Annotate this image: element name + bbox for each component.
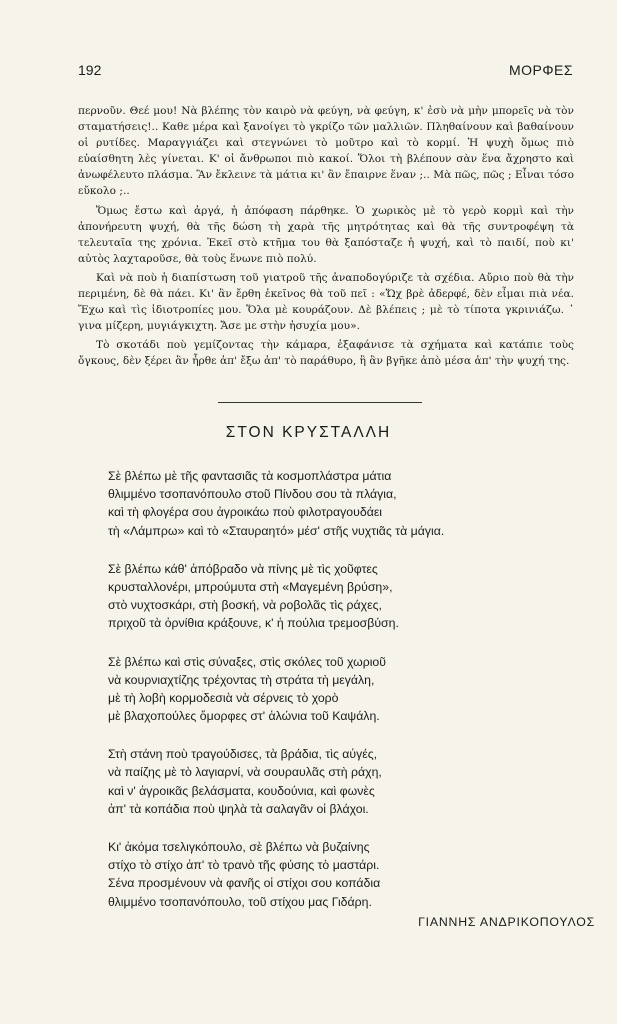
poem-line: νὰ παίζης μὲ τὸ λαγιαρνί, νὰ σουραυλᾶς στὴ ράχη,	[108, 765, 382, 780]
poem-line: Σὲ βλέπω καὶ στὶς σύναξες, στὶς σκόλες τοῦ χωριοῦ	[108, 654, 386, 669]
poem-line: τὴ «Λάμπρω» καὶ τὸ «Σταυραητό» μέσ' στῆς νυχτιᾶς τὰ μάγια.	[108, 523, 445, 538]
poem-line: κρυσταλλονέρι, μπρούμυτα στὴ «Μαγεμένη βρύση»,	[108, 579, 393, 594]
poem-stanza	[108, 745, 598, 818]
page-number: 192	[78, 62, 102, 78]
poem-line: Σὲ βλέπω μὲ τῆς φαντασιᾶς τὰ κοσμοπλάστρα μάτια	[108, 469, 392, 483]
prose-section	[78, 103, 574, 370]
poem-line: Κι' ἀκόμα τσελιγκόπουλο, σὲ βλέπω νὰ βυζαίνης	[108, 840, 370, 854]
prose-paragraph: Καὶ νὰ ποὺ ἡ διαπίστωση τοῦ γιατροῦ τῆς ἀναποδογύριζε τὰ σχέδια. Αὔριο ποὺ θὰ τὴν περιμένη, δὲ θὰ πάει. Κι' ἂν ἔρθη ἐκεῖνος θὰ τοῦ πεῖ : «Ὤχ βρὲ ἀδερφέ, δὲν εἶμαι πιὰ νέα. Ἔχω καὶ τὶς ἰδιοτροπίες μου. Ὅλα μὲ κουράζουν. Δὲ βλέπεις ; μὲ τὸ τίποτα γκρινιάζω. ᾿ γινα μίζερη, μυγιάγκιχτη. Ἄσε με στὴν ἡσυχία μου».	[78, 271, 574, 333]
poem-author: ΓΙΑΝΝΗΣ ΑΝΔΡΙΚΟΠΟΥΛΟΣ	[418, 915, 595, 929]
poem-body	[108, 467, 598, 931]
poem-line: μὲ τὴ λοβὴ κορμοδεσιὰ νὰ σέρνεις τὸ χορὸ	[108, 690, 339, 705]
page-header	[78, 62, 573, 82]
poem-stanza	[108, 467, 598, 540]
poem-line: καὶ ν' ἀγροικᾶς βελάσματα, κουδούνια, καὶ φωνὲς	[108, 783, 375, 798]
prose-paragraph: Ὅμως ἔστω καὶ ἀργά, ἡ ἀπόφαση πάρθηκε. Ὁ χωρικὸς μὲ τὸ γερὸ κορμὶ καὶ τὴν ἀπονήρευτη ψυχή, θὰ τῆς δώση τὴ χαρὰ τῆς μητρότητας καὶ θὰ τῆς συντροφέψη τὰ τελευταῖα της χρόνια. Ἐκεῖ στὸ κτῆμα του θὰ ξαπόσταζε ἡ ψυχή, καὶ τὸ παιδί, ποὺ κι' αὐτὸς λαχταροῦσε, θὰ τοὺς ἕνωνε πιὸ πολύ.	[78, 204, 574, 265]
section-divider	[218, 402, 422, 403]
poem-line: καὶ τὴ φλογέρα σου ἀγροικάω ποὺ φιλοτραγουδάει	[108, 505, 383, 520]
poem-stanza	[108, 838, 598, 911]
poem-line: θλιμμένο τσοπανόπουλο, τοῦ στίχου μας Γιδάρη.	[108, 894, 372, 909]
poem-line: θλιμμένο τσοπανόπουλο στοῦ Πίνδου σου τὰ πλάγια,	[108, 487, 397, 502]
poem-line: ἀπ' τὰ κοπάδια ποὺ ψηλὰ τὰ σαλαγᾶν οἱ βλάχοι.	[108, 801, 369, 816]
poem-stanza	[108, 560, 598, 633]
poem-line: Σένα προσμένουν νὰ φανῆς οἱ στίχοι σου κοπάδια	[108, 876, 381, 891]
poem-line: πριχοῦ τὰ ὀρνίθια κράξουνε, κ' ἡ πούλια τρεμοσβύση.	[108, 616, 399, 631]
poem-line: Στὴ στάνη ποὺ τραγούδισες, τὰ βράδια, τὶς αὐγές,	[108, 747, 378, 762]
poem-line: στὸ νυχτοσκάρι, στὴ βοσκή, νὰ ροβολᾶς τὶς ράχες,	[108, 598, 382, 613]
poem-line: Σὲ βλέπω κάθ' ἀπόβραδο νὰ πίνης μὲ τὶς χοῦφτες	[108, 561, 378, 576]
poem-line: στίχο τὸ στίχο ἀπ' τὸ τρανὸ τῆς φύσης τὸ μαστάρι.	[108, 858, 380, 873]
poem-line: νὰ κουρνιαχτίζης τρέχοντας τὴ στράτα τὴ μεγάλη,	[108, 672, 375, 687]
running-title: ΜΟΡΦΕΣ	[508, 62, 573, 78]
poem-stanza	[108, 653, 598, 726]
prose-paragraph: Τὸ σκοτάδι ποὺ γεμίζοντας τὴν κάμαρα, ἐξαφάνισε τὰ σχήματα καὶ κατάπιε τοὺς ὄγκους, δὲν ξέρει ἂν ἦρθε ἀπ' ἔξω ἀπ' τὸ παράθυρο, ἢ ἂν βγῆκε ἀπὸ μέσα ἀπ' τὴν ψυχή της.	[78, 339, 574, 368]
poem-line: μὲ βλαχοπούλες ὄμορφες στ' ἁλώνια τοῦ Καψάλη.	[108, 709, 380, 724]
prose-paragraph: περνοῦν. Θεέ μου! Νὰ βλέπης τὸν καιρὸ νὰ φεύγη, νὰ φεύγη, κ' ἐσὺ νὰ μὴν μπορεῖς νὰ τὸν σταματήσεις!.. Καθε μέρα καὶ ξανοίγει τὸ γκρίζο τῶν μαλλιῶν. Πληθαίνουν καὶ βαθαίνουν οἱ ρυτίδες. Μαραγγιάζει καὶ στεγνώνει τὸ μοῦτρο καὶ τὸ κορμί. Ἡ ψυχὴ ὅμως πιὸ εὐαίσθητη λὲς γίνεται. Κ' οἱ ἄνθρωποι πιὸ κακοί. Ὅλοι τὴ βλέπουν σὰν ἕνα ἄχρηστο καὶ ἀνωφέλευτο πλάσμα. Ἂν ἔκλεινε τὰ μάτια κι' ἂν ἔπαιρνε ἕναν ;.. Μὰ πῶς, πῶς ; Εἶναι τόσο εὔκολο ;..	[78, 105, 574, 198]
poem-title: ΣΤΟΝ ΚΡΥΣΤΑΛΛΗ	[225, 424, 392, 441]
